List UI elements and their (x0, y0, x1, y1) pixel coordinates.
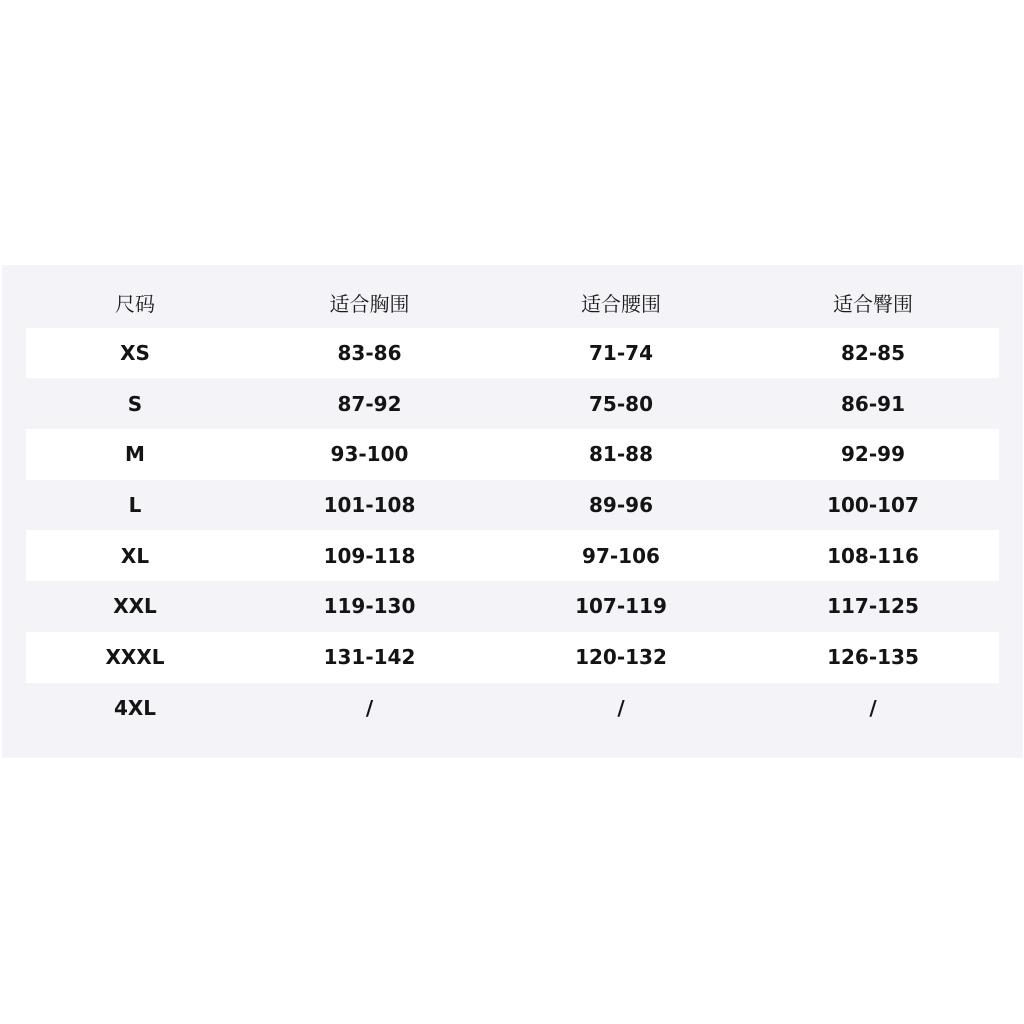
chest-cell: 119-130 (323, 594, 416, 619)
hip-cell: 117-125 (827, 594, 919, 619)
table-row (26, 378, 999, 429)
chest-cell: 101-108 (323, 493, 416, 518)
hip-cell: 86-91 (841, 391, 905, 416)
waist-cell: / (617, 695, 625, 720)
table-row (26, 429, 999, 480)
waist-cell: 75-80 (589, 391, 653, 416)
chest-cell: 131-142 (323, 645, 416, 670)
waist-cell: 97-106 (582, 543, 660, 568)
size-chart-panel (2, 265, 1023, 758)
header-chest: 适合胸围 (329, 291, 410, 316)
chest-cell: 93-100 (330, 442, 409, 467)
size-cell: XXXL (105, 645, 165, 670)
waist-cell: 71-74 (589, 341, 653, 366)
waist-cell: 107-119 (575, 594, 667, 619)
waist-cell: 81-88 (589, 442, 653, 467)
size-cell: XL (120, 543, 150, 568)
hip-cell: 82-85 (841, 341, 905, 366)
table-row (26, 530, 999, 581)
hip-cell: / (869, 695, 877, 720)
table-row (26, 328, 999, 379)
size-cell: M (125, 442, 145, 467)
table-row (26, 683, 999, 734)
chest-cell: 83-86 (337, 341, 402, 366)
table-row (26, 480, 999, 531)
hip-cell: 126-135 (827, 645, 919, 670)
header-waist: 适合腰围 (581, 291, 661, 316)
table-header-row (26, 277, 999, 328)
size-cell: 4XL (113, 695, 157, 720)
size-cell: S (127, 391, 143, 416)
hip-cell: 100-107 (827, 493, 919, 518)
table-row (26, 632, 999, 683)
table-row (26, 581, 999, 632)
chest-cell: / (365, 695, 374, 720)
size-cell: L (128, 493, 142, 518)
hip-cell: 92-99 (841, 442, 905, 467)
chest-cell: 109-118 (323, 543, 416, 568)
waist-cell: 89-96 (589, 493, 653, 518)
size-cell: XXL (113, 594, 157, 619)
waist-cell: 120-132 (575, 645, 667, 670)
size-cell: XS (120, 341, 150, 366)
header-size: 尺码 (115, 291, 155, 316)
chest-cell: 87-92 (337, 391, 402, 416)
header-hip: 适合臀围 (833, 291, 913, 316)
hip-cell: 108-116 (827, 543, 919, 568)
size-chart-table (26, 277, 999, 733)
